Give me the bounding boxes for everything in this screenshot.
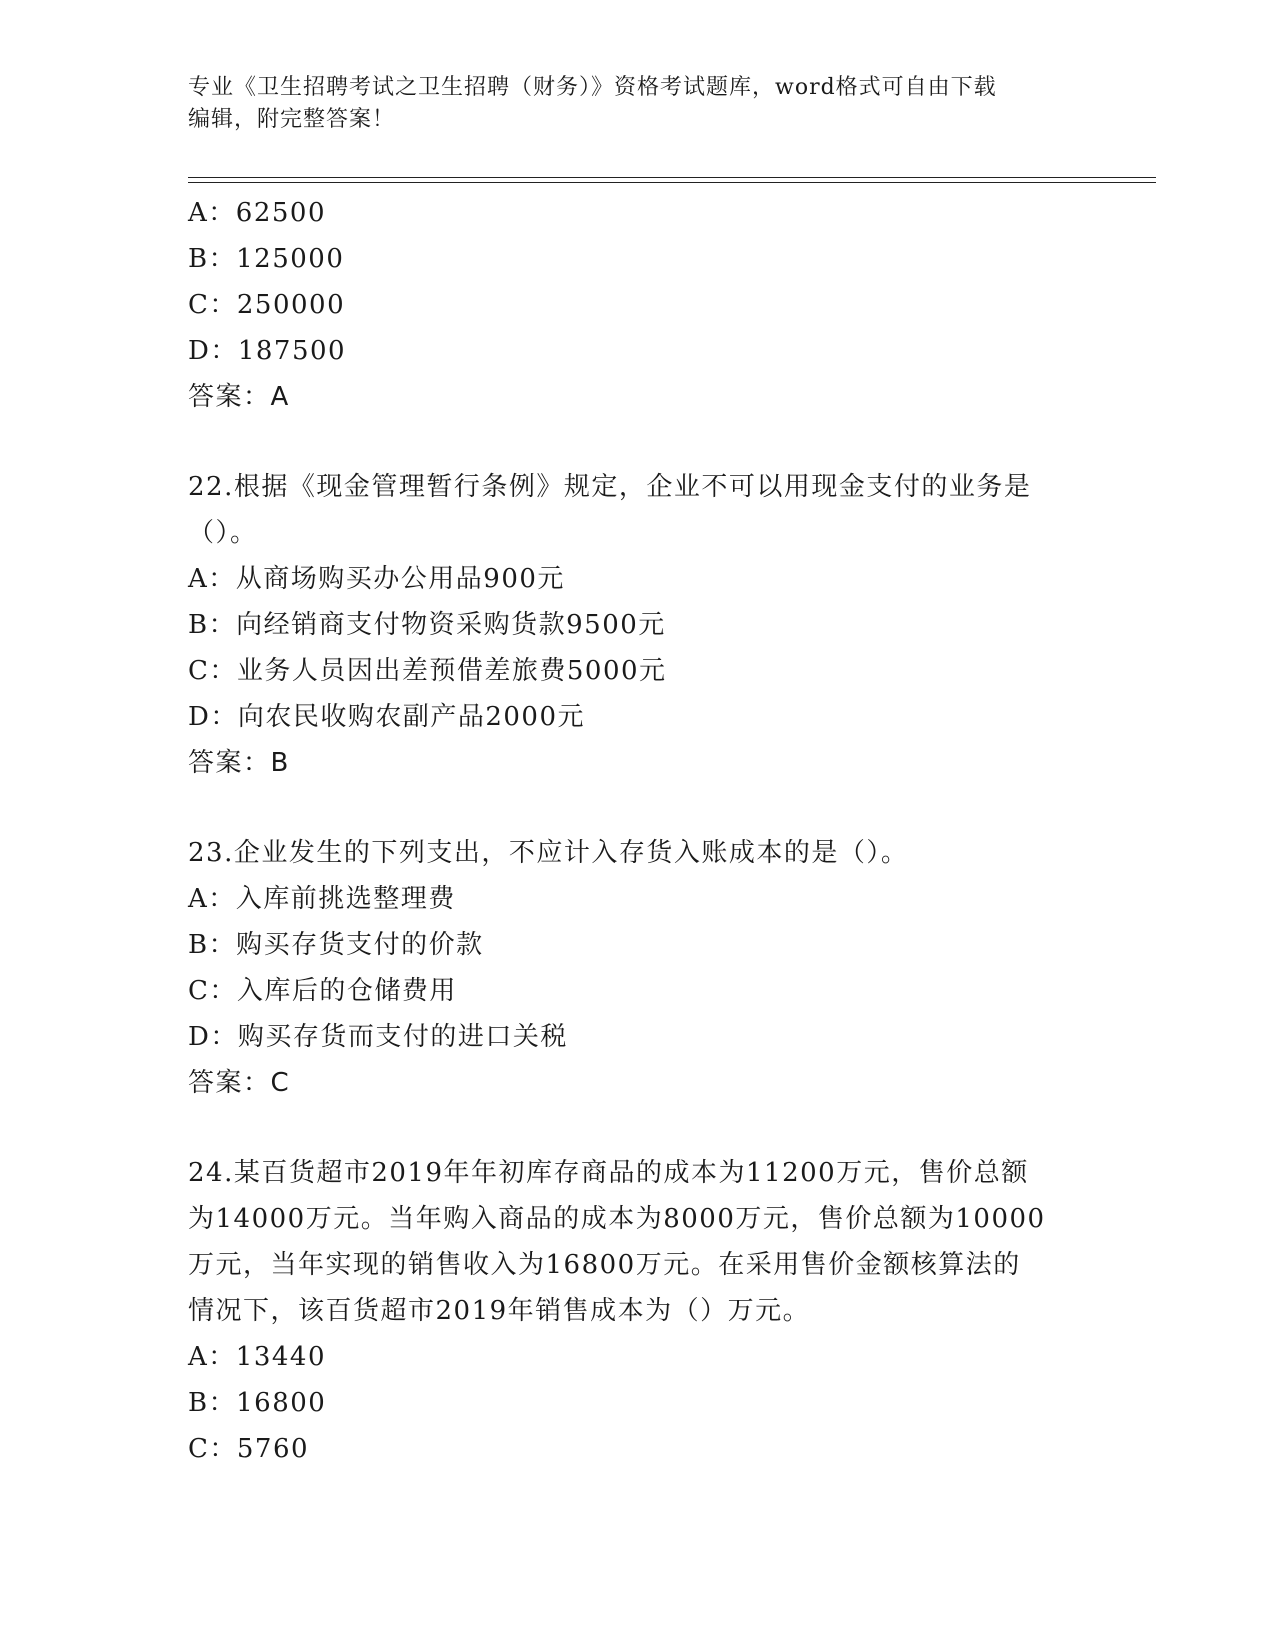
- document-header: [188, 72, 1088, 136]
- option-c: C：250000: [188, 290, 346, 320]
- answer: 答案：C: [188, 1068, 291, 1098]
- question-stem: 情况下，该百货超市2019年销售成本为（）万元。: [188, 1296, 811, 1326]
- question-23: [188, 830, 1088, 1106]
- option-b: B：购买存货支付的价款: [188, 930, 484, 960]
- answer: 答案：B: [188, 748, 290, 778]
- option-b: B：16800: [188, 1388, 327, 1418]
- question-stem: 22.根据《现金管理暂行条例》规定，企业不可以用现金支付的业务是: [188, 472, 1032, 502]
- header-rule-top: [188, 177, 1156, 178]
- header-line-1: 专业《卫生招聘考试之卫生招聘（财务）》资格考试题库，word格式可自由下载: [188, 75, 997, 100]
- option-c: C：5760: [188, 1434, 310, 1464]
- option-d: D：向农民收购农副产品2000元: [188, 702, 586, 732]
- option-a: A：从商场购买办公用品900元: [188, 564, 565, 594]
- option-c: C：业务人员因出差预借差旅费5000元: [188, 656, 667, 686]
- option-a: A：62500: [188, 198, 326, 228]
- question-24: [188, 1150, 1088, 1472]
- question-stem: 万元，当年实现的销售收入为16800万元。在采用售价金额核算法的: [188, 1250, 1021, 1280]
- option-d: D：187500: [188, 336, 347, 366]
- question-stem: 24.某百货超市2019年年初库存商品的成本为11200万元，售价总额: [188, 1158, 1029, 1188]
- option-d: D：购买存货而支付的进口关税: [188, 1022, 568, 1052]
- question-stem: （）。: [188, 518, 258, 548]
- option-a: A：13440: [188, 1342, 326, 1372]
- option-b: B：125000: [188, 244, 345, 274]
- question-22: [188, 464, 1088, 786]
- question-stem: 为14000万元。当年购入商品的成本为8000万元，售价总额为10000: [188, 1204, 1046, 1234]
- document-body: [188, 190, 1088, 1472]
- option-c: C：入库后的仓储费用: [188, 976, 457, 1006]
- header-line-2: 编辑，附完整答案！: [188, 107, 396, 132]
- answer: 答案：A: [188, 382, 290, 412]
- option-b: B：向经销商支付物资采购货款9500元: [188, 610, 666, 640]
- question-21: [188, 190, 1088, 420]
- question-stem: 23.企业发生的下列支出，不应计入存货入账成本的是（）。: [188, 838, 909, 868]
- option-a: A：入库前挑选整理费: [188, 884, 456, 914]
- header-rule-bottom: [188, 182, 1156, 183]
